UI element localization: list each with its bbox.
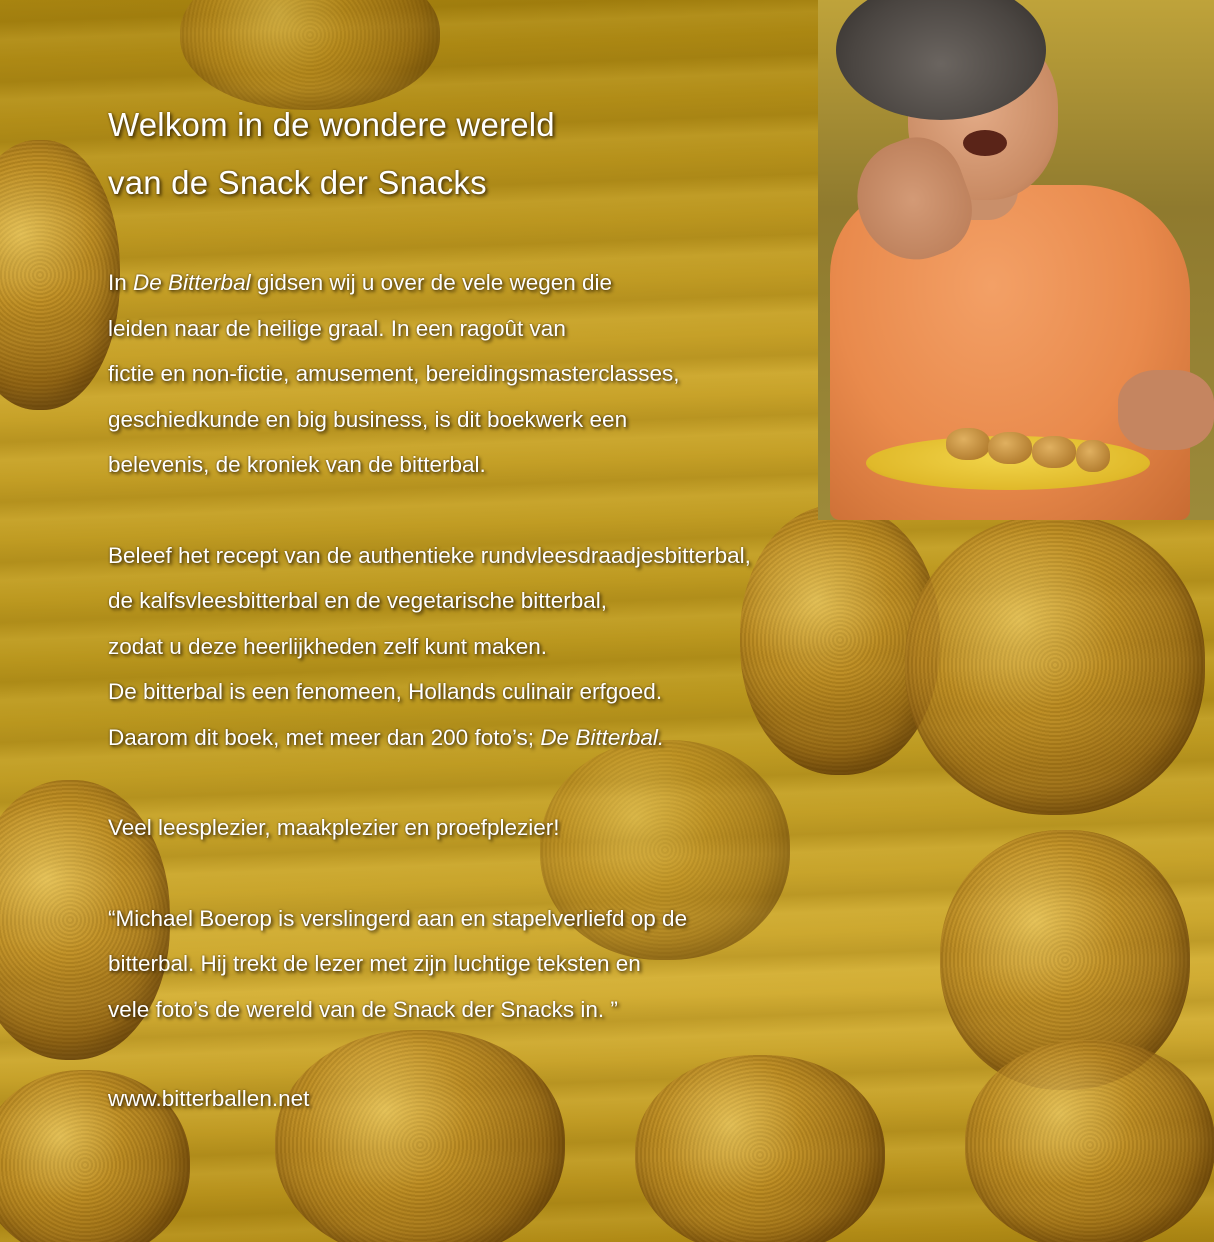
bitterbal-image [0,140,120,410]
review-quote [108,896,988,1033]
website-link[interactable]: www.bitterballen.net [108,1086,310,1111]
recipes-line-2: de kalfsvleesbitterbal en de vegetarische bitterbal, [108,588,608,613]
recipes-line-1: Beleef het recept van de authentieke rundvleesdraadjesbitterbal, [108,542,751,568]
quote-line-2: bitterbal. Hij trekt de lezer met zijn luchtige teksten en [108,951,641,976]
recipes-paragraph [108,533,988,761]
intro-paragraph [108,260,988,488]
intro-line-3: fictie en non-fictie, amusement, bereidingsmasterclasses, [108,361,680,386]
closing-line: Veel leesplezier, maakplezier en proefplezier! [108,815,560,840]
snack-on-plate [1032,436,1076,468]
intro-line-1: In De Bitterbal gidsen wij u over de vele wegen die [108,270,613,295]
book-title-emphasis: De Bitterbal [133,270,251,295]
intro-line-5: belevenis, de kroniek van de bitterbal. [108,452,486,477]
cover-text [108,96,988,1122]
quote-line-1: “Michael Boerop is verslingerd aan en stapelverliefd op de [108,905,688,931]
intro-line-4: geschiedkunde en big business, is dit boekwerk een [108,406,628,432]
bitterbal-image [180,0,440,110]
book-title-emphasis: De Bitterbal. [540,724,665,750]
snack-on-plate [988,432,1032,464]
intro-line-2: leiden naar de heilige graal. In een ragoût van [108,315,566,341]
recipes-line-4: De bitterbal is een fenomeen, Hollands culinair erfgoed. [108,679,663,704]
snack-on-plate [1076,440,1110,472]
page-title [108,96,988,212]
quote-line-3: vele foto’s de wereld van de Snack der Snacks in. ” [108,996,618,1022]
title-line-1: Welkom in de wondere wereld [108,106,555,143]
recipes-line-5: Daarom dit boek, met meer dan 200 foto’s; De Bitterbal. [108,724,665,750]
recipes-line-3: zodat u deze heerlijkheden zelf kunt maken. [108,633,548,659]
title-line-2: van de Snack der Snacks [108,164,487,201]
author-arm [1118,370,1214,450]
bitterbal-image [965,1040,1214,1242]
